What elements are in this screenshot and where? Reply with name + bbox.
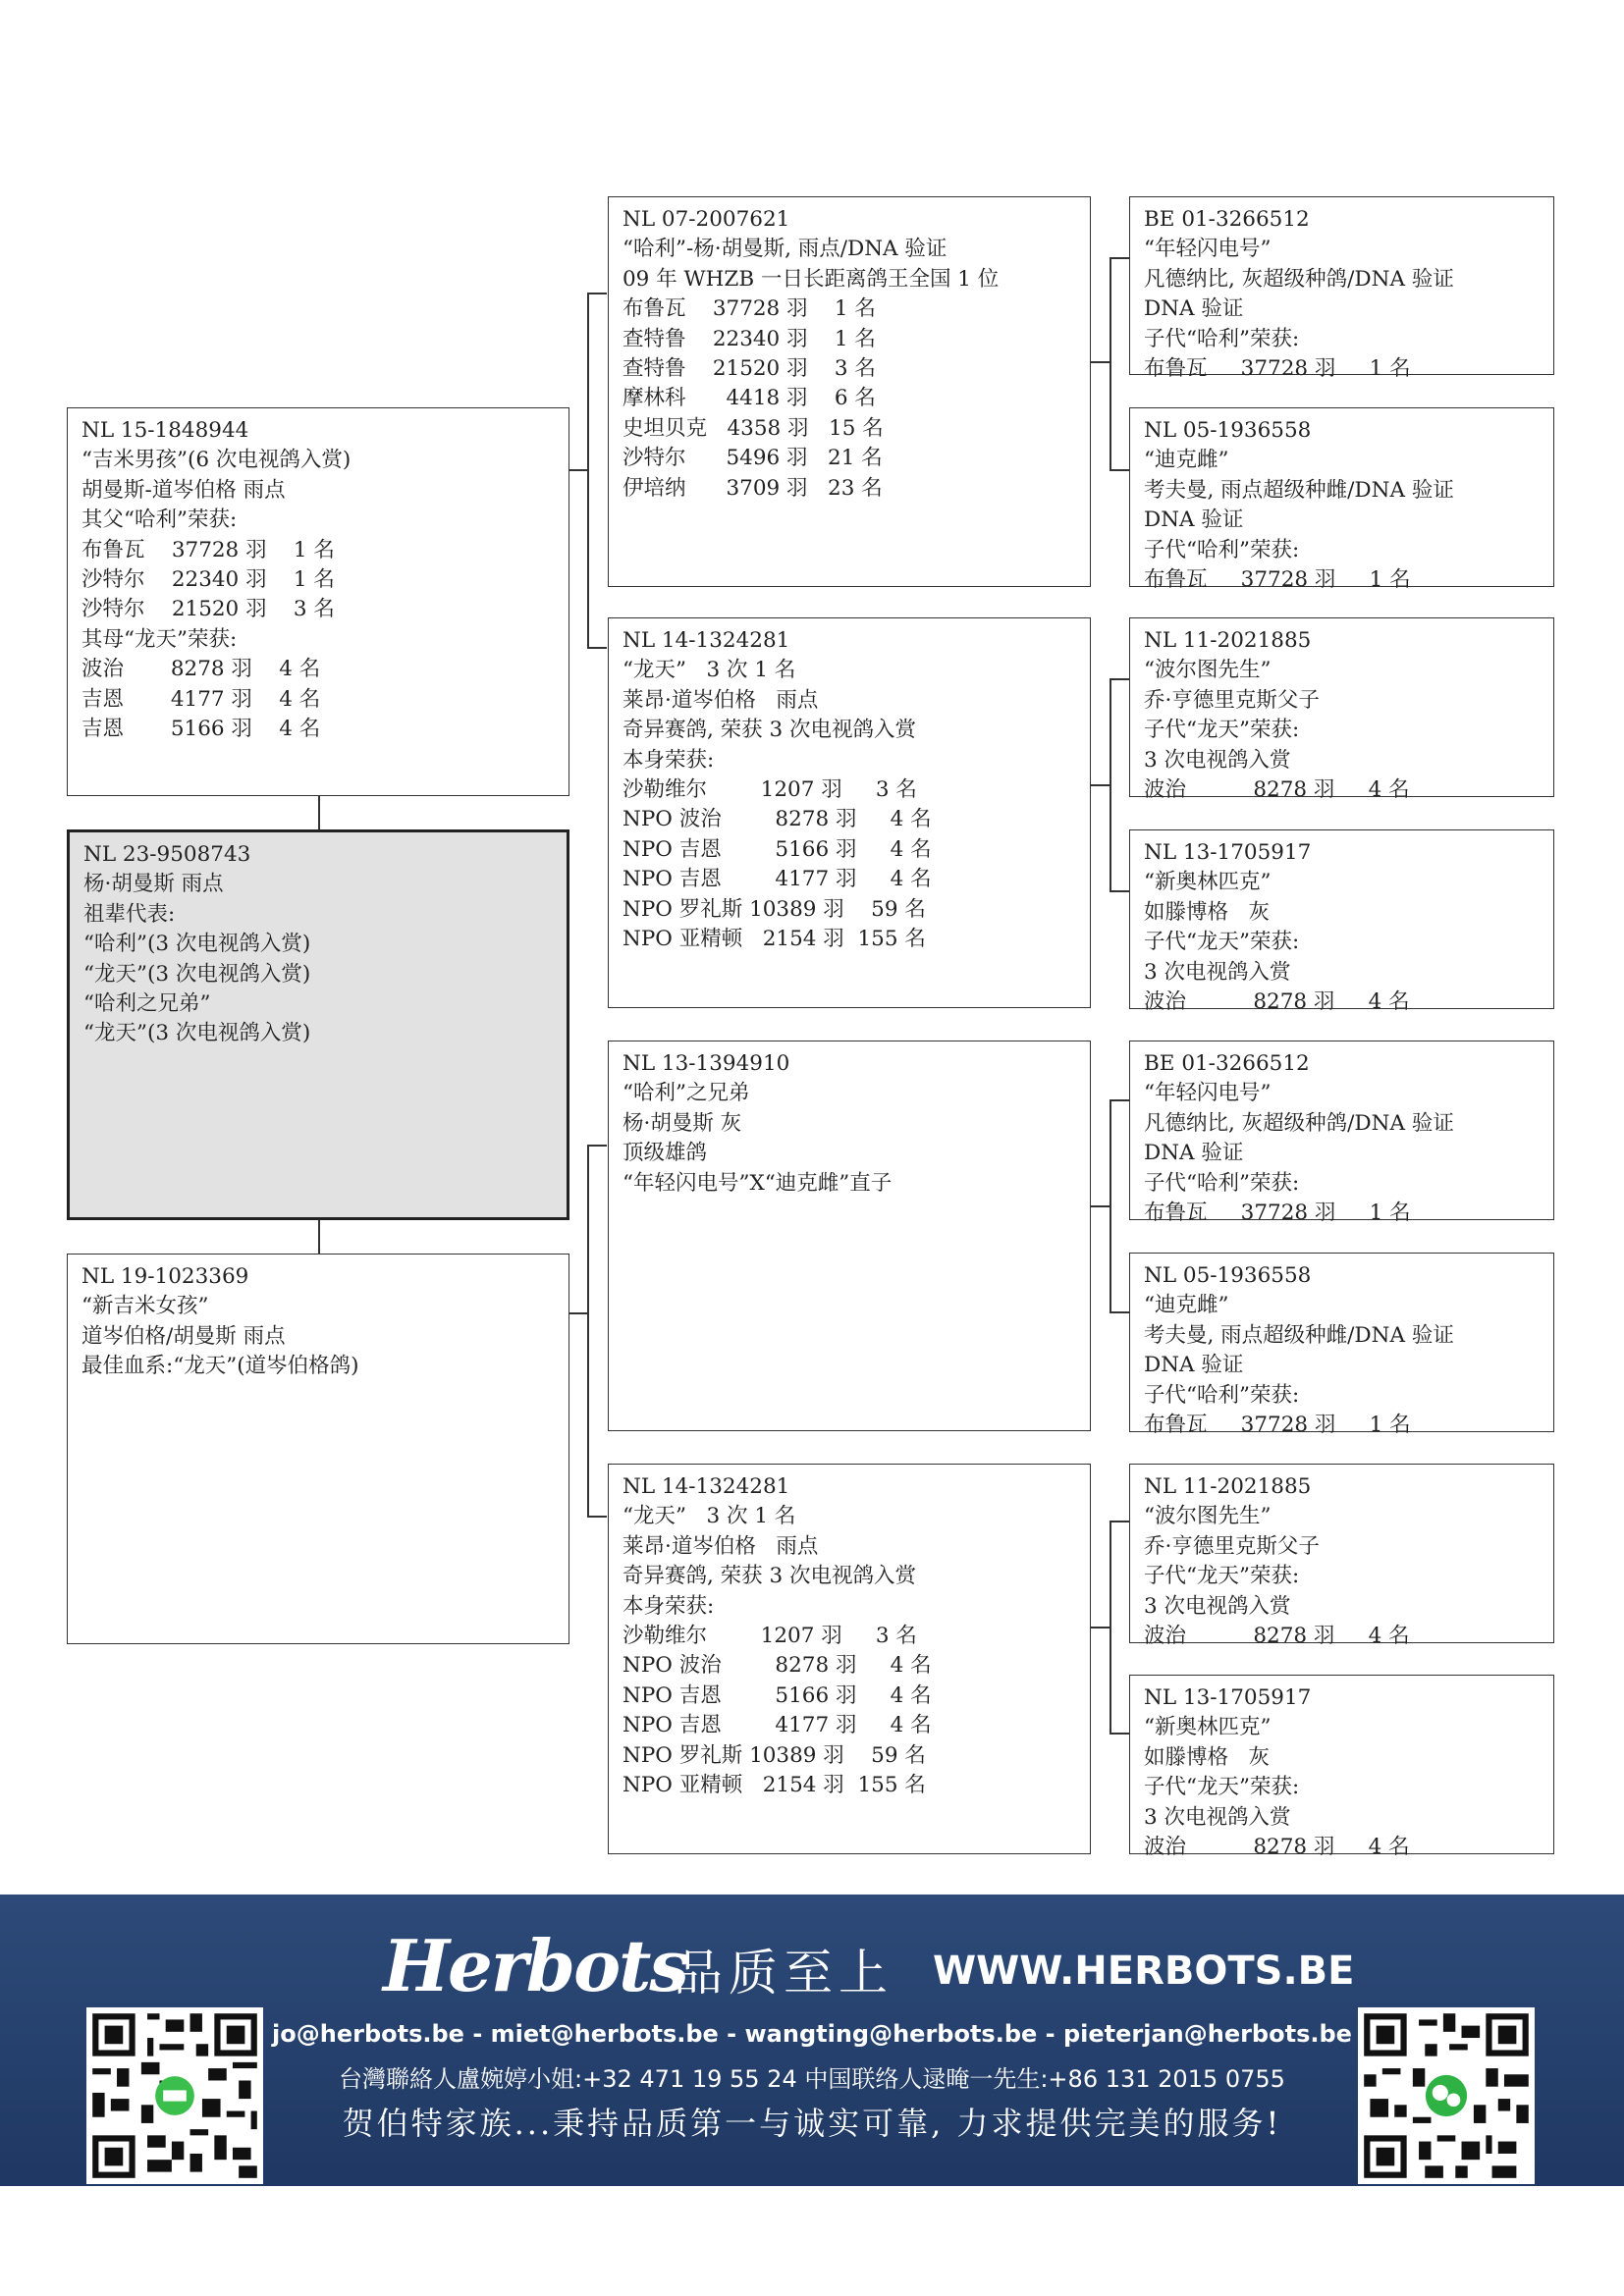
connector [587, 647, 607, 649]
connector [587, 1145, 589, 1516]
pedigree-line: 波治 8278 羽 4 名 [1144, 777, 1410, 803]
connector [1110, 1733, 1129, 1735]
pedigree-line: DNA 验证 [1144, 296, 1244, 322]
pedigree-line: 沙特尔 22340 羽 1 名 [81, 567, 335, 593]
sire-card [67, 407, 569, 796]
pedigree-line: “龙天”(3 次电视鸽入赏) [83, 961, 311, 987]
great-grandparent-card-8 [1129, 1675, 1554, 1860]
pedigree-line: 子代“龙天”荣获: [1144, 1775, 1300, 1800]
connector [1110, 469, 1129, 471]
pedigree-line: NPO 吉恩 4177 羽 4 名 [623, 867, 932, 892]
pedigree-line: “年轻闪电号” [1144, 1081, 1272, 1106]
connector [587, 293, 589, 647]
pedigree-line: 吉恩 5166 羽 4 名 [81, 717, 321, 742]
pedigree-line: 波治 8278 羽 4 名 [81, 657, 321, 682]
pedigree-line: 子代“龙天”荣获: [1144, 930, 1300, 955]
pedigree-line: NPO 吉恩 4177 羽 4 名 [623, 1713, 932, 1738]
pedigree-line: 杨·胡曼斯 灰 [623, 1110, 742, 1136]
pedigree-line: “新吉米女孩” [81, 1294, 209, 1319]
pedigree-line: NL 13-1705917 [1144, 1685, 1312, 1710]
pedigree-line: DNA 验证 [1144, 507, 1244, 533]
pedigree-line: 奇异赛鸽, 荣获 3 次电视鸽入赏 [623, 718, 917, 743]
pedigree-line: NPO 罗礼斯 10389 羽 59 名 [623, 896, 926, 922]
pedigree-line: 子代“哈利”荣获: [1144, 1170, 1300, 1196]
pedigree-line: 顶级雄鸽 [623, 1141, 708, 1166]
connector [587, 1516, 607, 1518]
pedigree-line: 伊培纳 3709 羽 23 名 [623, 475, 883, 501]
pedigree-line: 其母“龙天”荣获: [81, 626, 238, 652]
pedigree-line: 沙勒维尔 1207 羽 3 名 [623, 1624, 917, 1649]
connector [1090, 784, 1110, 786]
subject-pigeon-card [67, 829, 569, 1220]
pedigree-line: 布鲁瓦 37728 羽 1 名 [1144, 1413, 1411, 1438]
pedigree-line: 道岑伯格/胡曼斯 雨点 [81, 1323, 286, 1349]
pedigree-line: NL 11-2021885 [1144, 1474, 1312, 1499]
connector [1110, 1099, 1111, 1311]
connector [1110, 257, 1111, 469]
pedigree-line: 胡曼斯-道岑伯格 雨点 [81, 477, 286, 503]
pedigree-line: “迪克雌” [1144, 448, 1229, 473]
connector [1090, 1627, 1110, 1629]
pedigree-line: 子代“龙天”荣获: [1144, 1564, 1300, 1589]
connector [1090, 361, 1110, 363]
pedigree-line: BE 01-3266512 [1144, 1051, 1310, 1076]
pedigree-line: NL 23-9508743 [83, 842, 251, 867]
pedigree-line: 09 年 WHZB 一日长距离鸽王全国 1 位 [623, 266, 1000, 292]
pedigree-line: DNA 验证 [1144, 1353, 1244, 1378]
pedigree-line: 波治 8278 羽 4 名 [1144, 989, 1410, 1015]
pedigree-line: NPO 罗礼斯 10389 羽 59 名 [623, 1742, 926, 1768]
pedigree-line: 布鲁瓦 37728 羽 1 名 [1144, 356, 1411, 382]
pedigree-line: 本身荣获: [623, 1593, 715, 1619]
phone-contacts: 台灣聯絡人盧婉婷小姐:+32 471 19 55 24 中国联络人逯晻一先生:+86 131 2015 0755 [339, 2065, 1285, 2093]
pedigree-line: 3 次电视鸽入赏 [1144, 959, 1291, 985]
great-grandparent-card-5 [1129, 1041, 1554, 1226]
pedigree-line: BE 01-3266512 [1144, 207, 1310, 232]
pedigree-line: 凡德纳比, 灰超级种鸽/DNA 验证 [1144, 266, 1454, 292]
connector [568, 1312, 587, 1314]
connector [1110, 678, 1129, 680]
connector [1110, 1311, 1129, 1313]
pedigree-line: 摩林科 4418 羽 6 名 [623, 386, 876, 411]
company-motto: 贺伯特家族...秉持品质第一与诚实可靠, 力求提供完美的服务! [342, 2105, 1282, 2142]
pedigree-line: 3 次电视鸽入赏 [1144, 747, 1291, 773]
pedigree-line: 考夫曼, 雨点超级种雌/DNA 验证 [1144, 1322, 1454, 1348]
pedigree-line: 祖辈代表: [83, 901, 176, 927]
connector [1110, 1521, 1129, 1522]
pedigree-line: NL 13-1705917 [1144, 840, 1312, 865]
pedigree-line: 莱昂·道岑伯格 雨点 [623, 687, 819, 713]
pedigree-line: NPO 波治 8278 羽 4 名 [623, 1653, 932, 1679]
pedigree-line: 沙特尔 21520 羽 3 名 [81, 597, 335, 622]
pedigree-line: 布鲁瓦 37728 羽 1 名 [623, 296, 876, 322]
pedigree-line: 史坦贝克 4358 羽 15 名 [623, 415, 884, 441]
pedigree-line: 子代“哈利”荣获: [1144, 1382, 1300, 1408]
pedigree-line: 查特鲁 22340 羽 1 名 [623, 326, 876, 351]
pedigree-line: “哈利”之兄弟 [623, 1081, 750, 1106]
pedigree-line: 凡德纳比, 灰超级种鸽/DNA 验证 [1144, 1110, 1454, 1136]
pedigree-line: NPO 波治 8278 羽 4 名 [623, 807, 932, 832]
pedigree-line: 莱昂·道岑伯格 雨点 [623, 1533, 819, 1559]
dam-card [67, 1254, 569, 1644]
pedigree-line: 吉恩 4177 羽 4 名 [81, 686, 321, 712]
pedigree-line: 布鲁瓦 37728 羽 1 名 [1144, 567, 1411, 593]
pedigree-line: “哈利之兄弟” [83, 991, 211, 1017]
pedigree-line: 布鲁瓦 37728 羽 1 名 [81, 537, 335, 562]
pedigree-line: 如滕博格 灰 [1144, 899, 1271, 925]
slogan: 品质至上 [674, 1945, 893, 2002]
pedigree-line: NL 14-1324281 [623, 1474, 790, 1499]
pedigree-line: 本身荣获: [623, 747, 715, 773]
connector [1110, 1521, 1111, 1733]
pedigree-line: “年轻闪电号” [1144, 237, 1272, 262]
herbots-logo: Herbots [383, 1924, 687, 2007]
pedigree-line: 考夫曼, 雨点超级种雌/DNA 验证 [1144, 477, 1454, 503]
great-grandparent-card-3 [1129, 617, 1554, 803]
pedigree-line: 乔·亨德里克斯父子 [1144, 1533, 1320, 1559]
great-grandparent-card-7 [1129, 1464, 1554, 1649]
pedigree-line: NPO 吉恩 5166 羽 4 名 [623, 1682, 932, 1708]
pedigree-line: “龙天” 3 次 1 名 [623, 1504, 796, 1529]
pedigree-line: NL 05-1936558 [1144, 1263, 1312, 1288]
pedigree-line: 3 次电视鸽入赏 [1144, 1804, 1291, 1830]
pedigree-line: NL 13-1394910 [623, 1051, 790, 1076]
pedigree-line: DNA 验证 [1144, 1141, 1244, 1166]
pedigree-line: NPO 亚精顿 2154 羽 155 名 [623, 927, 926, 952]
pedigree-line: 奇异赛鸽, 荣获 3 次电视鸽入赏 [623, 1564, 917, 1589]
pedigree-line: 沙勒维尔 1207 羽 3 名 [623, 777, 917, 803]
pedigree-line: “波尔图先生” [1144, 658, 1272, 683]
grandsire-paternal-card [608, 196, 1091, 587]
granddam-maternal-card [608, 1464, 1091, 1854]
pedigree-line: 沙特尔 5496 羽 21 名 [623, 446, 883, 471]
great-grandparent-card-1 [1129, 196, 1554, 382]
pedigree-line: 布鲁瓦 37728 羽 1 名 [1144, 1201, 1411, 1226]
pedigree-line: “迪克雌” [1144, 1293, 1229, 1318]
pedigree-line: 其父“哈利”荣获: [81, 507, 238, 533]
pedigree-line: NPO 吉恩 5166 羽 4 名 [623, 836, 932, 862]
pedigree-line: NL 19-1023369 [81, 1264, 249, 1289]
pedigree-line: NL 07-2007621 [623, 207, 790, 232]
great-grandparent-card-6 [1129, 1253, 1554, 1438]
pedigree-line: 乔·亨德里克斯父子 [1144, 687, 1320, 713]
email-contacts[interactable]: jo@herbots.be - miet@herbots.be - wangting@herbots.be - pieterjan@herbots.be [272, 2020, 1352, 2048]
pedigree-line: 杨·胡曼斯 雨点 [83, 872, 224, 897]
connector [318, 1220, 320, 1255]
pedigree-line: “年轻闪电号”X“迪克雌”直子 [623, 1170, 893, 1196]
pedigree-line: 波治 8278 羽 4 名 [1144, 1624, 1410, 1649]
pedigree-line: NL 14-1324281 [623, 628, 790, 653]
connector [587, 1145, 607, 1147]
pedigree-line: “波尔图先生” [1144, 1504, 1272, 1529]
pedigree-line: NL 15-1848944 [81, 418, 249, 443]
connector [1110, 1099, 1129, 1101]
pedigree-line: “吉米男孩”(6 次电视鸽入赏) [81, 448, 352, 473]
pedigree-line: NPO 亚精顿 2154 羽 155 名 [623, 1773, 926, 1798]
website-link[interactable]: WWW.HERBOTS.BE [933, 1949, 1355, 1994]
connector [568, 469, 587, 471]
grandsire-maternal-card [608, 1041, 1091, 1431]
pedigree-line: “新奥林匹克” [1144, 870, 1272, 895]
pedigree-line: 3 次电视鸽入赏 [1144, 1593, 1291, 1619]
pedigree-line: NL 05-1936558 [1144, 418, 1312, 443]
connector [587, 293, 607, 294]
granddam-paternal-card [608, 617, 1091, 1008]
connector [1110, 257, 1129, 259]
pedigree-line: 波治 8278 羽 4 名 [1144, 1835, 1410, 1860]
pedigree-line: 子代“龙天”荣获: [1144, 718, 1300, 743]
great-grandparent-card-4 [1129, 829, 1554, 1015]
connector [1090, 1205, 1110, 1207]
pedigree-line: 子代“哈利”荣获: [1144, 537, 1300, 562]
pedigree-line: NL 11-2021885 [1144, 628, 1312, 653]
pedigree-line: “龙天”(3 次电视鸽入赏) [83, 1021, 311, 1046]
pedigree-line: 如滕博格 灰 [1144, 1744, 1271, 1770]
pedigree-line: 最佳血系:“龙天”(道岑伯格鸽) [81, 1354, 359, 1379]
connector [318, 795, 320, 829]
pedigree-line: 查特鲁 21520 羽 3 名 [623, 356, 876, 382]
pedigree-line: “龙天” 3 次 1 名 [623, 658, 796, 683]
pedigree-line: “哈利”(3 次电视鸽入赏) [83, 932, 311, 957]
connector [1110, 678, 1111, 890]
pedigree-line: 子代“哈利”荣获: [1144, 326, 1300, 351]
pedigree-line: “新奥林匹克” [1144, 1715, 1272, 1740]
great-grandparent-card-2 [1129, 407, 1554, 593]
pedigree-line: “哈利”-杨·胡曼斯, 雨点/DNA 验证 [623, 237, 947, 262]
connector [1110, 890, 1129, 892]
